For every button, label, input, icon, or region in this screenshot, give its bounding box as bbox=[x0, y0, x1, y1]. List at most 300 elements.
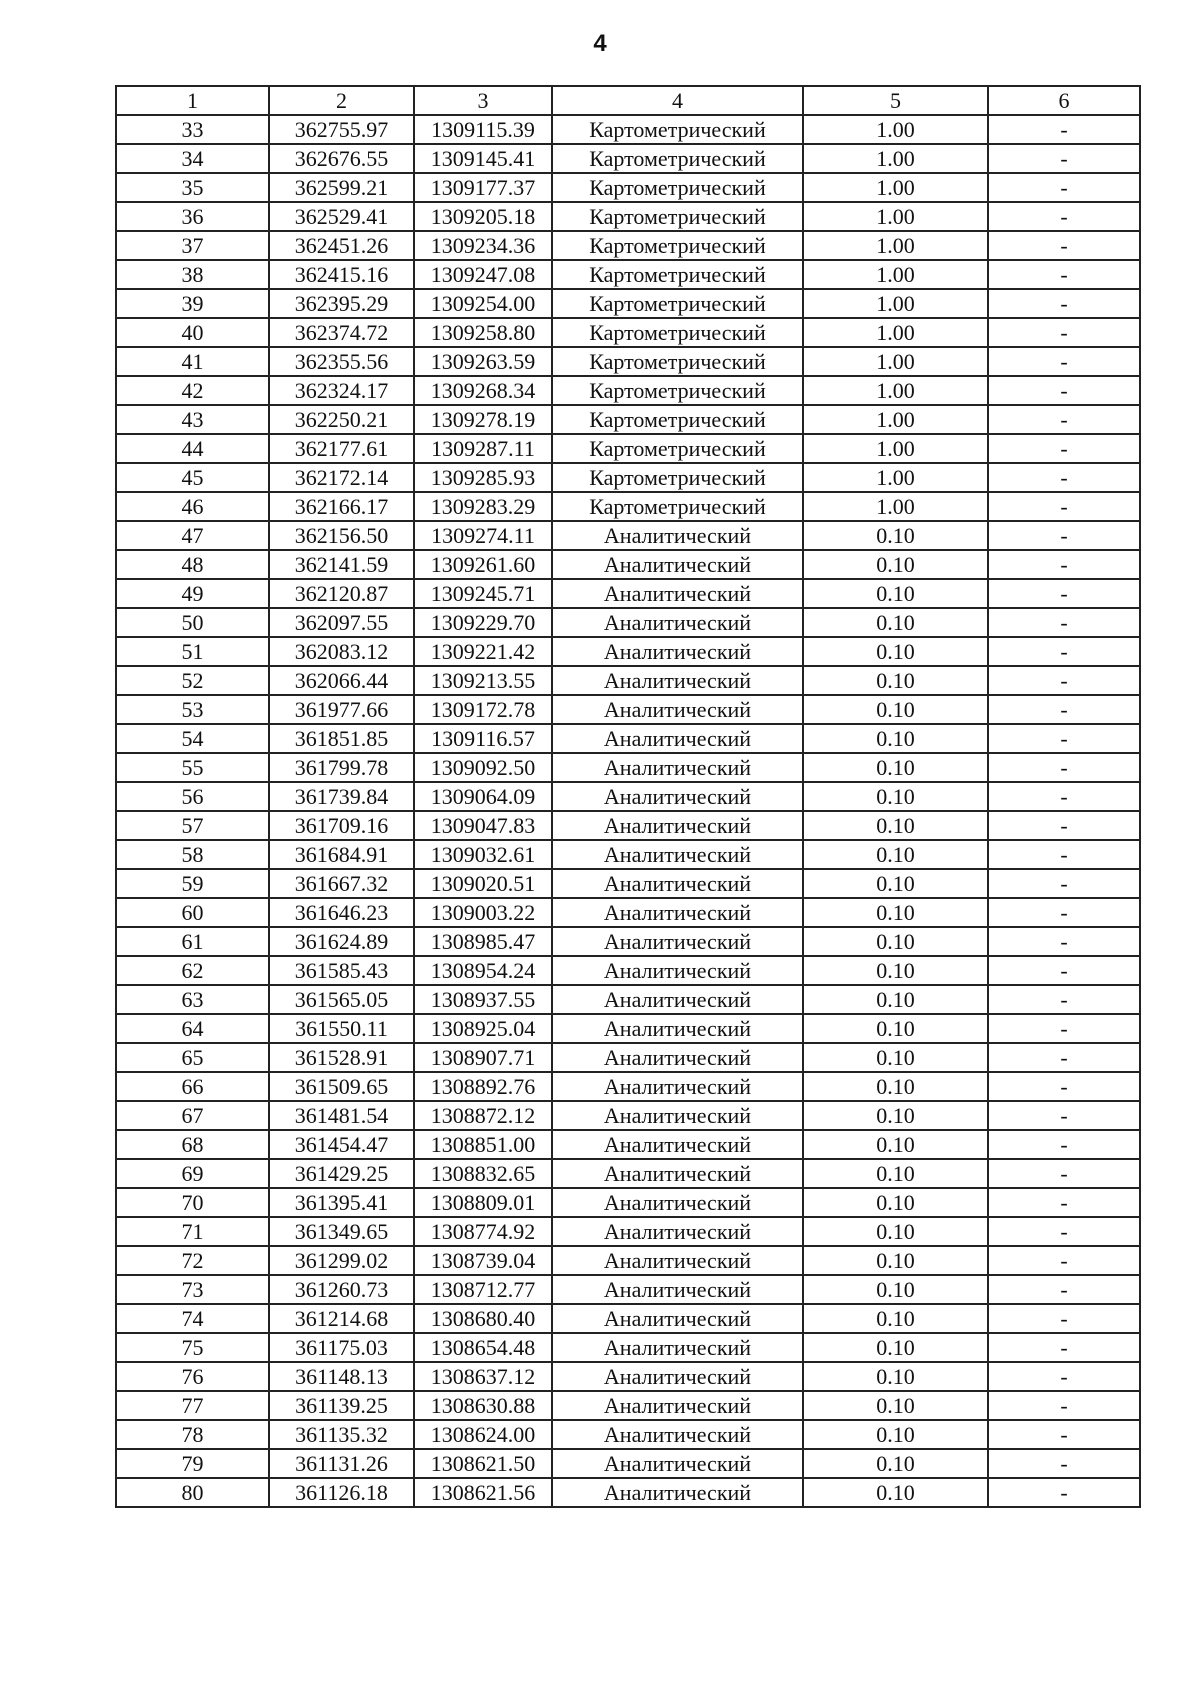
y-coordinate-cell: 1309245.71 bbox=[414, 579, 552, 608]
accuracy-cell: 1.00 bbox=[803, 260, 988, 289]
x-coordinate-cell: 361299.02 bbox=[269, 1246, 414, 1275]
y-coordinate-cell: 1308630.88 bbox=[414, 1391, 552, 1420]
accuracy-cell: 0.10 bbox=[803, 1246, 988, 1275]
method-cell: Картометрический bbox=[552, 173, 803, 202]
point-number-cell: 54 bbox=[116, 724, 269, 753]
table-row bbox=[116, 637, 1140, 666]
method-cell: Картометрический bbox=[552, 318, 803, 347]
method-cell: Аналитический bbox=[552, 1391, 803, 1420]
x-coordinate-cell: 361131.26 bbox=[269, 1449, 414, 1478]
accuracy-cell: 0.10 bbox=[803, 1391, 988, 1420]
table-row bbox=[116, 608, 1140, 637]
point-number-cell: 44 bbox=[116, 434, 269, 463]
accuracy-cell: 1.00 bbox=[803, 434, 988, 463]
method-cell: Аналитический bbox=[552, 1420, 803, 1449]
method-cell: Аналитический bbox=[552, 1159, 803, 1188]
y-coordinate-cell: 1309092.50 bbox=[414, 753, 552, 782]
x-coordinate-cell: 362156.50 bbox=[269, 521, 414, 550]
table-row bbox=[116, 695, 1140, 724]
method-cell: Картометрический bbox=[552, 434, 803, 463]
point-number-cell: 45 bbox=[116, 463, 269, 492]
method-cell: Аналитический bbox=[552, 1449, 803, 1478]
accuracy-cell: 0.10 bbox=[803, 1478, 988, 1507]
x-coordinate-cell: 362177.61 bbox=[269, 434, 414, 463]
description-cell: - bbox=[988, 1449, 1140, 1478]
point-number-cell: 56 bbox=[116, 782, 269, 811]
header-cell-5: 5 bbox=[803, 86, 988, 115]
x-coordinate-cell: 362141.59 bbox=[269, 550, 414, 579]
accuracy-cell: 0.10 bbox=[803, 1362, 988, 1391]
table-row bbox=[116, 463, 1140, 492]
y-coordinate-cell: 1309145.41 bbox=[414, 144, 552, 173]
y-coordinate-cell: 1308621.50 bbox=[414, 1449, 552, 1478]
x-coordinate-cell: 361799.78 bbox=[269, 753, 414, 782]
table-row bbox=[116, 927, 1140, 956]
y-coordinate-cell: 1309177.37 bbox=[414, 173, 552, 202]
y-coordinate-cell: 1309047.83 bbox=[414, 811, 552, 840]
accuracy-cell: 0.10 bbox=[803, 753, 988, 782]
description-cell: - bbox=[988, 260, 1140, 289]
table-row bbox=[116, 956, 1140, 985]
accuracy-cell: 0.10 bbox=[803, 695, 988, 724]
point-number-cell: 60 bbox=[116, 898, 269, 927]
description-cell: - bbox=[988, 289, 1140, 318]
table-row bbox=[116, 550, 1140, 579]
y-coordinate-cell: 1309064.09 bbox=[414, 782, 552, 811]
description-cell: - bbox=[988, 1275, 1140, 1304]
table-row bbox=[116, 1391, 1140, 1420]
accuracy-cell: 0.10 bbox=[803, 1014, 988, 1043]
x-coordinate-cell: 361135.32 bbox=[269, 1420, 414, 1449]
page-number: 4 bbox=[593, 30, 607, 57]
method-cell: Картометрический bbox=[552, 144, 803, 173]
x-coordinate-cell: 362676.55 bbox=[269, 144, 414, 173]
point-number-cell: 52 bbox=[116, 666, 269, 695]
y-coordinate-cell: 1309003.22 bbox=[414, 898, 552, 927]
table-row bbox=[116, 173, 1140, 202]
y-coordinate-cell: 1308637.12 bbox=[414, 1362, 552, 1391]
point-number-cell: 76 bbox=[116, 1362, 269, 1391]
accuracy-cell: 1.00 bbox=[803, 144, 988, 173]
point-number-cell: 58 bbox=[116, 840, 269, 869]
accuracy-cell: 0.10 bbox=[803, 927, 988, 956]
y-coordinate-cell: 1308985.47 bbox=[414, 927, 552, 956]
y-coordinate-cell: 1309278.19 bbox=[414, 405, 552, 434]
method-cell: Аналитический bbox=[552, 1304, 803, 1333]
y-coordinate-cell: 1308739.04 bbox=[414, 1246, 552, 1275]
x-coordinate-cell: 362451.26 bbox=[269, 231, 414, 260]
description-cell: - bbox=[988, 1217, 1140, 1246]
accuracy-cell: 1.00 bbox=[803, 405, 988, 434]
accuracy-cell: 0.10 bbox=[803, 869, 988, 898]
point-number-cell: 49 bbox=[116, 579, 269, 608]
method-cell: Аналитический bbox=[552, 1275, 803, 1304]
point-number-cell: 46 bbox=[116, 492, 269, 521]
accuracy-cell: 0.10 bbox=[803, 1449, 988, 1478]
method-cell: Картометрический bbox=[552, 463, 803, 492]
point-number-cell: 55 bbox=[116, 753, 269, 782]
method-cell: Аналитический bbox=[552, 666, 803, 695]
accuracy-cell: 0.10 bbox=[803, 1072, 988, 1101]
description-cell: - bbox=[988, 318, 1140, 347]
point-number-cell: 41 bbox=[116, 347, 269, 376]
table-row bbox=[116, 724, 1140, 753]
description-cell: - bbox=[988, 753, 1140, 782]
point-number-cell: 53 bbox=[116, 695, 269, 724]
point-number-cell: 73 bbox=[116, 1275, 269, 1304]
method-cell: Аналитический bbox=[552, 579, 803, 608]
x-coordinate-cell: 362395.29 bbox=[269, 289, 414, 318]
table-row bbox=[116, 202, 1140, 231]
method-cell: Аналитический bbox=[552, 695, 803, 724]
x-coordinate-cell: 361349.65 bbox=[269, 1217, 414, 1246]
x-coordinate-cell: 361667.32 bbox=[269, 869, 414, 898]
x-coordinate-cell: 361454.47 bbox=[269, 1130, 414, 1159]
method-cell: Аналитический bbox=[552, 550, 803, 579]
point-number-cell: 43 bbox=[116, 405, 269, 434]
y-coordinate-cell: 1309261.60 bbox=[414, 550, 552, 579]
x-coordinate-cell: 361709.16 bbox=[269, 811, 414, 840]
x-coordinate-cell: 361684.91 bbox=[269, 840, 414, 869]
point-number-cell: 47 bbox=[116, 521, 269, 550]
method-cell: Аналитический bbox=[552, 724, 803, 753]
table-row bbox=[116, 840, 1140, 869]
description-cell: - bbox=[988, 956, 1140, 985]
method-cell: Аналитический bbox=[552, 782, 803, 811]
accuracy-cell: 1.00 bbox=[803, 347, 988, 376]
x-coordinate-cell: 361739.84 bbox=[269, 782, 414, 811]
table-row bbox=[116, 434, 1140, 463]
y-coordinate-cell: 1309115.39 bbox=[414, 115, 552, 144]
coordinates-table bbox=[115, 85, 1141, 1508]
x-coordinate-cell: 362324.17 bbox=[269, 376, 414, 405]
accuracy-cell: 1.00 bbox=[803, 202, 988, 231]
method-cell: Аналитический bbox=[552, 1246, 803, 1275]
description-cell: - bbox=[988, 579, 1140, 608]
table-row bbox=[116, 521, 1140, 550]
x-coordinate-cell: 362755.97 bbox=[269, 115, 414, 144]
x-coordinate-cell: 362097.55 bbox=[269, 608, 414, 637]
accuracy-cell: 0.10 bbox=[803, 956, 988, 985]
accuracy-cell: 0.10 bbox=[803, 985, 988, 1014]
description-cell: - bbox=[988, 1333, 1140, 1362]
y-coordinate-cell: 1308774.92 bbox=[414, 1217, 552, 1246]
header-cell-2: 2 bbox=[269, 86, 414, 115]
table-row bbox=[116, 1478, 1140, 1507]
y-coordinate-cell: 1308907.71 bbox=[414, 1043, 552, 1072]
description-cell: - bbox=[988, 666, 1140, 695]
method-cell: Картометрический bbox=[552, 376, 803, 405]
x-coordinate-cell: 361977.66 bbox=[269, 695, 414, 724]
point-number-cell: 48 bbox=[116, 550, 269, 579]
description-cell: - bbox=[988, 144, 1140, 173]
table-row bbox=[116, 985, 1140, 1014]
table-row bbox=[116, 753, 1140, 782]
x-coordinate-cell: 361646.23 bbox=[269, 898, 414, 927]
x-coordinate-cell: 361550.11 bbox=[269, 1014, 414, 1043]
x-coordinate-cell: 361214.68 bbox=[269, 1304, 414, 1333]
point-number-cell: 51 bbox=[116, 637, 269, 666]
accuracy-cell: 0.10 bbox=[803, 840, 988, 869]
accuracy-cell: 1.00 bbox=[803, 231, 988, 260]
header-cell-1: 1 bbox=[116, 86, 269, 115]
description-cell: - bbox=[988, 898, 1140, 927]
header-cell-4: 4 bbox=[552, 86, 803, 115]
x-coordinate-cell: 361260.73 bbox=[269, 1275, 414, 1304]
table-row bbox=[116, 1159, 1140, 1188]
y-coordinate-cell: 1309274.11 bbox=[414, 521, 552, 550]
method-cell: Аналитический bbox=[552, 1072, 803, 1101]
x-coordinate-cell: 361148.13 bbox=[269, 1362, 414, 1391]
table-row bbox=[116, 1420, 1140, 1449]
y-coordinate-cell: 1308954.24 bbox=[414, 956, 552, 985]
table-row bbox=[116, 579, 1140, 608]
table-row bbox=[116, 115, 1140, 144]
table-row bbox=[116, 782, 1140, 811]
point-number-cell: 71 bbox=[116, 1217, 269, 1246]
y-coordinate-cell: 1309287.11 bbox=[414, 434, 552, 463]
method-cell: Аналитический bbox=[552, 898, 803, 927]
x-coordinate-cell: 361175.03 bbox=[269, 1333, 414, 1362]
table-row bbox=[116, 1246, 1140, 1275]
method-cell: Аналитический bbox=[552, 753, 803, 782]
accuracy-cell: 1.00 bbox=[803, 463, 988, 492]
y-coordinate-cell: 1308680.40 bbox=[414, 1304, 552, 1333]
y-coordinate-cell: 1308937.55 bbox=[414, 985, 552, 1014]
x-coordinate-cell: 361585.43 bbox=[269, 956, 414, 985]
x-coordinate-cell: 361528.91 bbox=[269, 1043, 414, 1072]
point-number-cell: 70 bbox=[116, 1188, 269, 1217]
accuracy-cell: 0.10 bbox=[803, 782, 988, 811]
description-cell: - bbox=[988, 202, 1140, 231]
description-cell: - bbox=[988, 231, 1140, 260]
table-row bbox=[116, 1072, 1140, 1101]
description-cell: - bbox=[988, 985, 1140, 1014]
description-cell: - bbox=[988, 1420, 1140, 1449]
description-cell: - bbox=[988, 1072, 1140, 1101]
accuracy-cell: 0.10 bbox=[803, 1333, 988, 1362]
description-cell: - bbox=[988, 1014, 1140, 1043]
accuracy-cell: 0.10 bbox=[803, 608, 988, 637]
point-number-cell: 59 bbox=[116, 869, 269, 898]
point-number-cell: 77 bbox=[116, 1391, 269, 1420]
x-coordinate-cell: 361395.41 bbox=[269, 1188, 414, 1217]
accuracy-cell: 1.00 bbox=[803, 289, 988, 318]
y-coordinate-cell: 1309172.78 bbox=[414, 695, 552, 724]
y-coordinate-cell: 1308654.48 bbox=[414, 1333, 552, 1362]
y-coordinate-cell: 1308851.00 bbox=[414, 1130, 552, 1159]
accuracy-cell: 1.00 bbox=[803, 115, 988, 144]
accuracy-cell: 0.10 bbox=[803, 579, 988, 608]
point-number-cell: 42 bbox=[116, 376, 269, 405]
point-number-cell: 40 bbox=[116, 318, 269, 347]
y-coordinate-cell: 1309254.00 bbox=[414, 289, 552, 318]
x-coordinate-cell: 362415.16 bbox=[269, 260, 414, 289]
description-cell: - bbox=[988, 1101, 1140, 1130]
y-coordinate-cell: 1308892.76 bbox=[414, 1072, 552, 1101]
point-number-cell: 66 bbox=[116, 1072, 269, 1101]
x-coordinate-cell: 361565.05 bbox=[269, 985, 414, 1014]
point-number-cell: 38 bbox=[116, 260, 269, 289]
y-coordinate-cell: 1309116.57 bbox=[414, 724, 552, 753]
point-number-cell: 68 bbox=[116, 1130, 269, 1159]
description-cell: - bbox=[988, 811, 1140, 840]
accuracy-cell: 1.00 bbox=[803, 318, 988, 347]
accuracy-cell: 0.10 bbox=[803, 521, 988, 550]
point-number-cell: 35 bbox=[116, 173, 269, 202]
accuracy-cell: 0.10 bbox=[803, 1043, 988, 1072]
accuracy-cell: 0.10 bbox=[803, 1304, 988, 1333]
method-cell: Аналитический bbox=[552, 1478, 803, 1507]
x-coordinate-cell: 361509.65 bbox=[269, 1072, 414, 1101]
table-row bbox=[116, 1333, 1140, 1362]
y-coordinate-cell: 1309258.80 bbox=[414, 318, 552, 347]
table-body bbox=[116, 115, 1140, 1507]
description-cell: - bbox=[988, 1478, 1140, 1507]
point-number-cell: 57 bbox=[116, 811, 269, 840]
x-coordinate-cell: 362374.72 bbox=[269, 318, 414, 347]
method-cell: Аналитический bbox=[552, 637, 803, 666]
x-coordinate-cell: 362529.41 bbox=[269, 202, 414, 231]
description-cell: - bbox=[988, 1362, 1140, 1391]
description-cell: - bbox=[988, 1188, 1140, 1217]
y-coordinate-cell: 1309221.42 bbox=[414, 637, 552, 666]
point-number-cell: 74 bbox=[116, 1304, 269, 1333]
method-cell: Аналитический bbox=[552, 1043, 803, 1072]
table-row bbox=[116, 1304, 1140, 1333]
y-coordinate-cell: 1308621.56 bbox=[414, 1478, 552, 1507]
header-row bbox=[116, 86, 1140, 115]
table-row bbox=[116, 1043, 1140, 1072]
table-row bbox=[116, 318, 1140, 347]
method-cell: Картометрический bbox=[552, 202, 803, 231]
description-cell: - bbox=[988, 550, 1140, 579]
description-cell: - bbox=[988, 1391, 1140, 1420]
accuracy-cell: 0.10 bbox=[803, 550, 988, 579]
accuracy-cell: 0.10 bbox=[803, 1130, 988, 1159]
method-cell: Аналитический bbox=[552, 840, 803, 869]
description-cell: - bbox=[988, 173, 1140, 202]
x-coordinate-cell: 362355.56 bbox=[269, 347, 414, 376]
table-row bbox=[116, 1014, 1140, 1043]
y-coordinate-cell: 1308809.01 bbox=[414, 1188, 552, 1217]
method-cell: Аналитический bbox=[552, 869, 803, 898]
x-coordinate-cell: 361624.89 bbox=[269, 927, 414, 956]
table-row bbox=[116, 1275, 1140, 1304]
table-row bbox=[116, 898, 1140, 927]
table-row bbox=[116, 289, 1140, 318]
accuracy-cell: 0.10 bbox=[803, 1101, 988, 1130]
method-cell: Аналитический bbox=[552, 811, 803, 840]
x-coordinate-cell: 361429.25 bbox=[269, 1159, 414, 1188]
accuracy-cell: 0.10 bbox=[803, 1420, 988, 1449]
point-number-cell: 33 bbox=[116, 115, 269, 144]
method-cell: Картометрический bbox=[552, 289, 803, 318]
x-coordinate-cell: 362166.17 bbox=[269, 492, 414, 521]
point-number-cell: 64 bbox=[116, 1014, 269, 1043]
y-coordinate-cell: 1308712.77 bbox=[414, 1275, 552, 1304]
accuracy-cell: 0.10 bbox=[803, 898, 988, 927]
y-coordinate-cell: 1309234.36 bbox=[414, 231, 552, 260]
method-cell: Аналитический bbox=[552, 1362, 803, 1391]
x-coordinate-cell: 362120.87 bbox=[269, 579, 414, 608]
header-cell-6: 6 bbox=[988, 86, 1140, 115]
description-cell: - bbox=[988, 782, 1140, 811]
point-number-cell: 69 bbox=[116, 1159, 269, 1188]
header-cell-3: 3 bbox=[414, 86, 552, 115]
table-row bbox=[116, 260, 1140, 289]
point-number-cell: 61 bbox=[116, 927, 269, 956]
x-coordinate-cell: 361139.25 bbox=[269, 1391, 414, 1420]
table-row bbox=[116, 1188, 1140, 1217]
description-cell: - bbox=[988, 695, 1140, 724]
method-cell: Картометрический bbox=[552, 492, 803, 521]
y-coordinate-cell: 1308624.00 bbox=[414, 1420, 552, 1449]
description-cell: - bbox=[988, 927, 1140, 956]
description-cell: - bbox=[988, 840, 1140, 869]
x-coordinate-cell: 361126.18 bbox=[269, 1478, 414, 1507]
table-row bbox=[116, 1101, 1140, 1130]
description-cell: - bbox=[988, 1246, 1140, 1275]
table-row bbox=[116, 666, 1140, 695]
description-cell: - bbox=[988, 1130, 1140, 1159]
method-cell: Картометрический bbox=[552, 347, 803, 376]
accuracy-cell: 0.10 bbox=[803, 1217, 988, 1246]
table-row bbox=[116, 405, 1140, 434]
method-cell: Аналитический bbox=[552, 608, 803, 637]
y-coordinate-cell: 1309283.29 bbox=[414, 492, 552, 521]
table-row bbox=[116, 869, 1140, 898]
method-cell: Аналитический bbox=[552, 1130, 803, 1159]
x-coordinate-cell: 361851.85 bbox=[269, 724, 414, 753]
point-number-cell: 63 bbox=[116, 985, 269, 1014]
description-cell: - bbox=[988, 376, 1140, 405]
y-coordinate-cell: 1309213.55 bbox=[414, 666, 552, 695]
point-number-cell: 79 bbox=[116, 1449, 269, 1478]
description-cell: - bbox=[988, 1304, 1140, 1333]
x-coordinate-cell: 361481.54 bbox=[269, 1101, 414, 1130]
point-number-cell: 72 bbox=[116, 1246, 269, 1275]
method-cell: Аналитический bbox=[552, 1217, 803, 1246]
method-cell: Картометрический bbox=[552, 115, 803, 144]
point-number-cell: 67 bbox=[116, 1101, 269, 1130]
method-cell: Аналитический bbox=[552, 1014, 803, 1043]
description-cell: - bbox=[988, 463, 1140, 492]
description-cell: - bbox=[988, 1043, 1140, 1072]
y-coordinate-cell: 1308872.12 bbox=[414, 1101, 552, 1130]
y-coordinate-cell: 1308832.65 bbox=[414, 1159, 552, 1188]
point-number-cell: 75 bbox=[116, 1333, 269, 1362]
table-row bbox=[116, 811, 1140, 840]
description-cell: - bbox=[988, 608, 1140, 637]
method-cell: Картометрический bbox=[552, 260, 803, 289]
accuracy-cell: 1.00 bbox=[803, 492, 988, 521]
accuracy-cell: 0.10 bbox=[803, 1188, 988, 1217]
y-coordinate-cell: 1309229.70 bbox=[414, 608, 552, 637]
method-cell: Аналитический bbox=[552, 1333, 803, 1362]
x-coordinate-cell: 362066.44 bbox=[269, 666, 414, 695]
accuracy-cell: 1.00 bbox=[803, 173, 988, 202]
x-coordinate-cell: 362172.14 bbox=[269, 463, 414, 492]
x-coordinate-cell: 362250.21 bbox=[269, 405, 414, 434]
accuracy-cell: 0.10 bbox=[803, 811, 988, 840]
y-coordinate-cell: 1309020.51 bbox=[414, 869, 552, 898]
accuracy-cell: 0.10 bbox=[803, 1159, 988, 1188]
point-number-cell: 34 bbox=[116, 144, 269, 173]
point-number-cell: 39 bbox=[116, 289, 269, 318]
accuracy-cell: 0.10 bbox=[803, 724, 988, 753]
table-row bbox=[116, 231, 1140, 260]
